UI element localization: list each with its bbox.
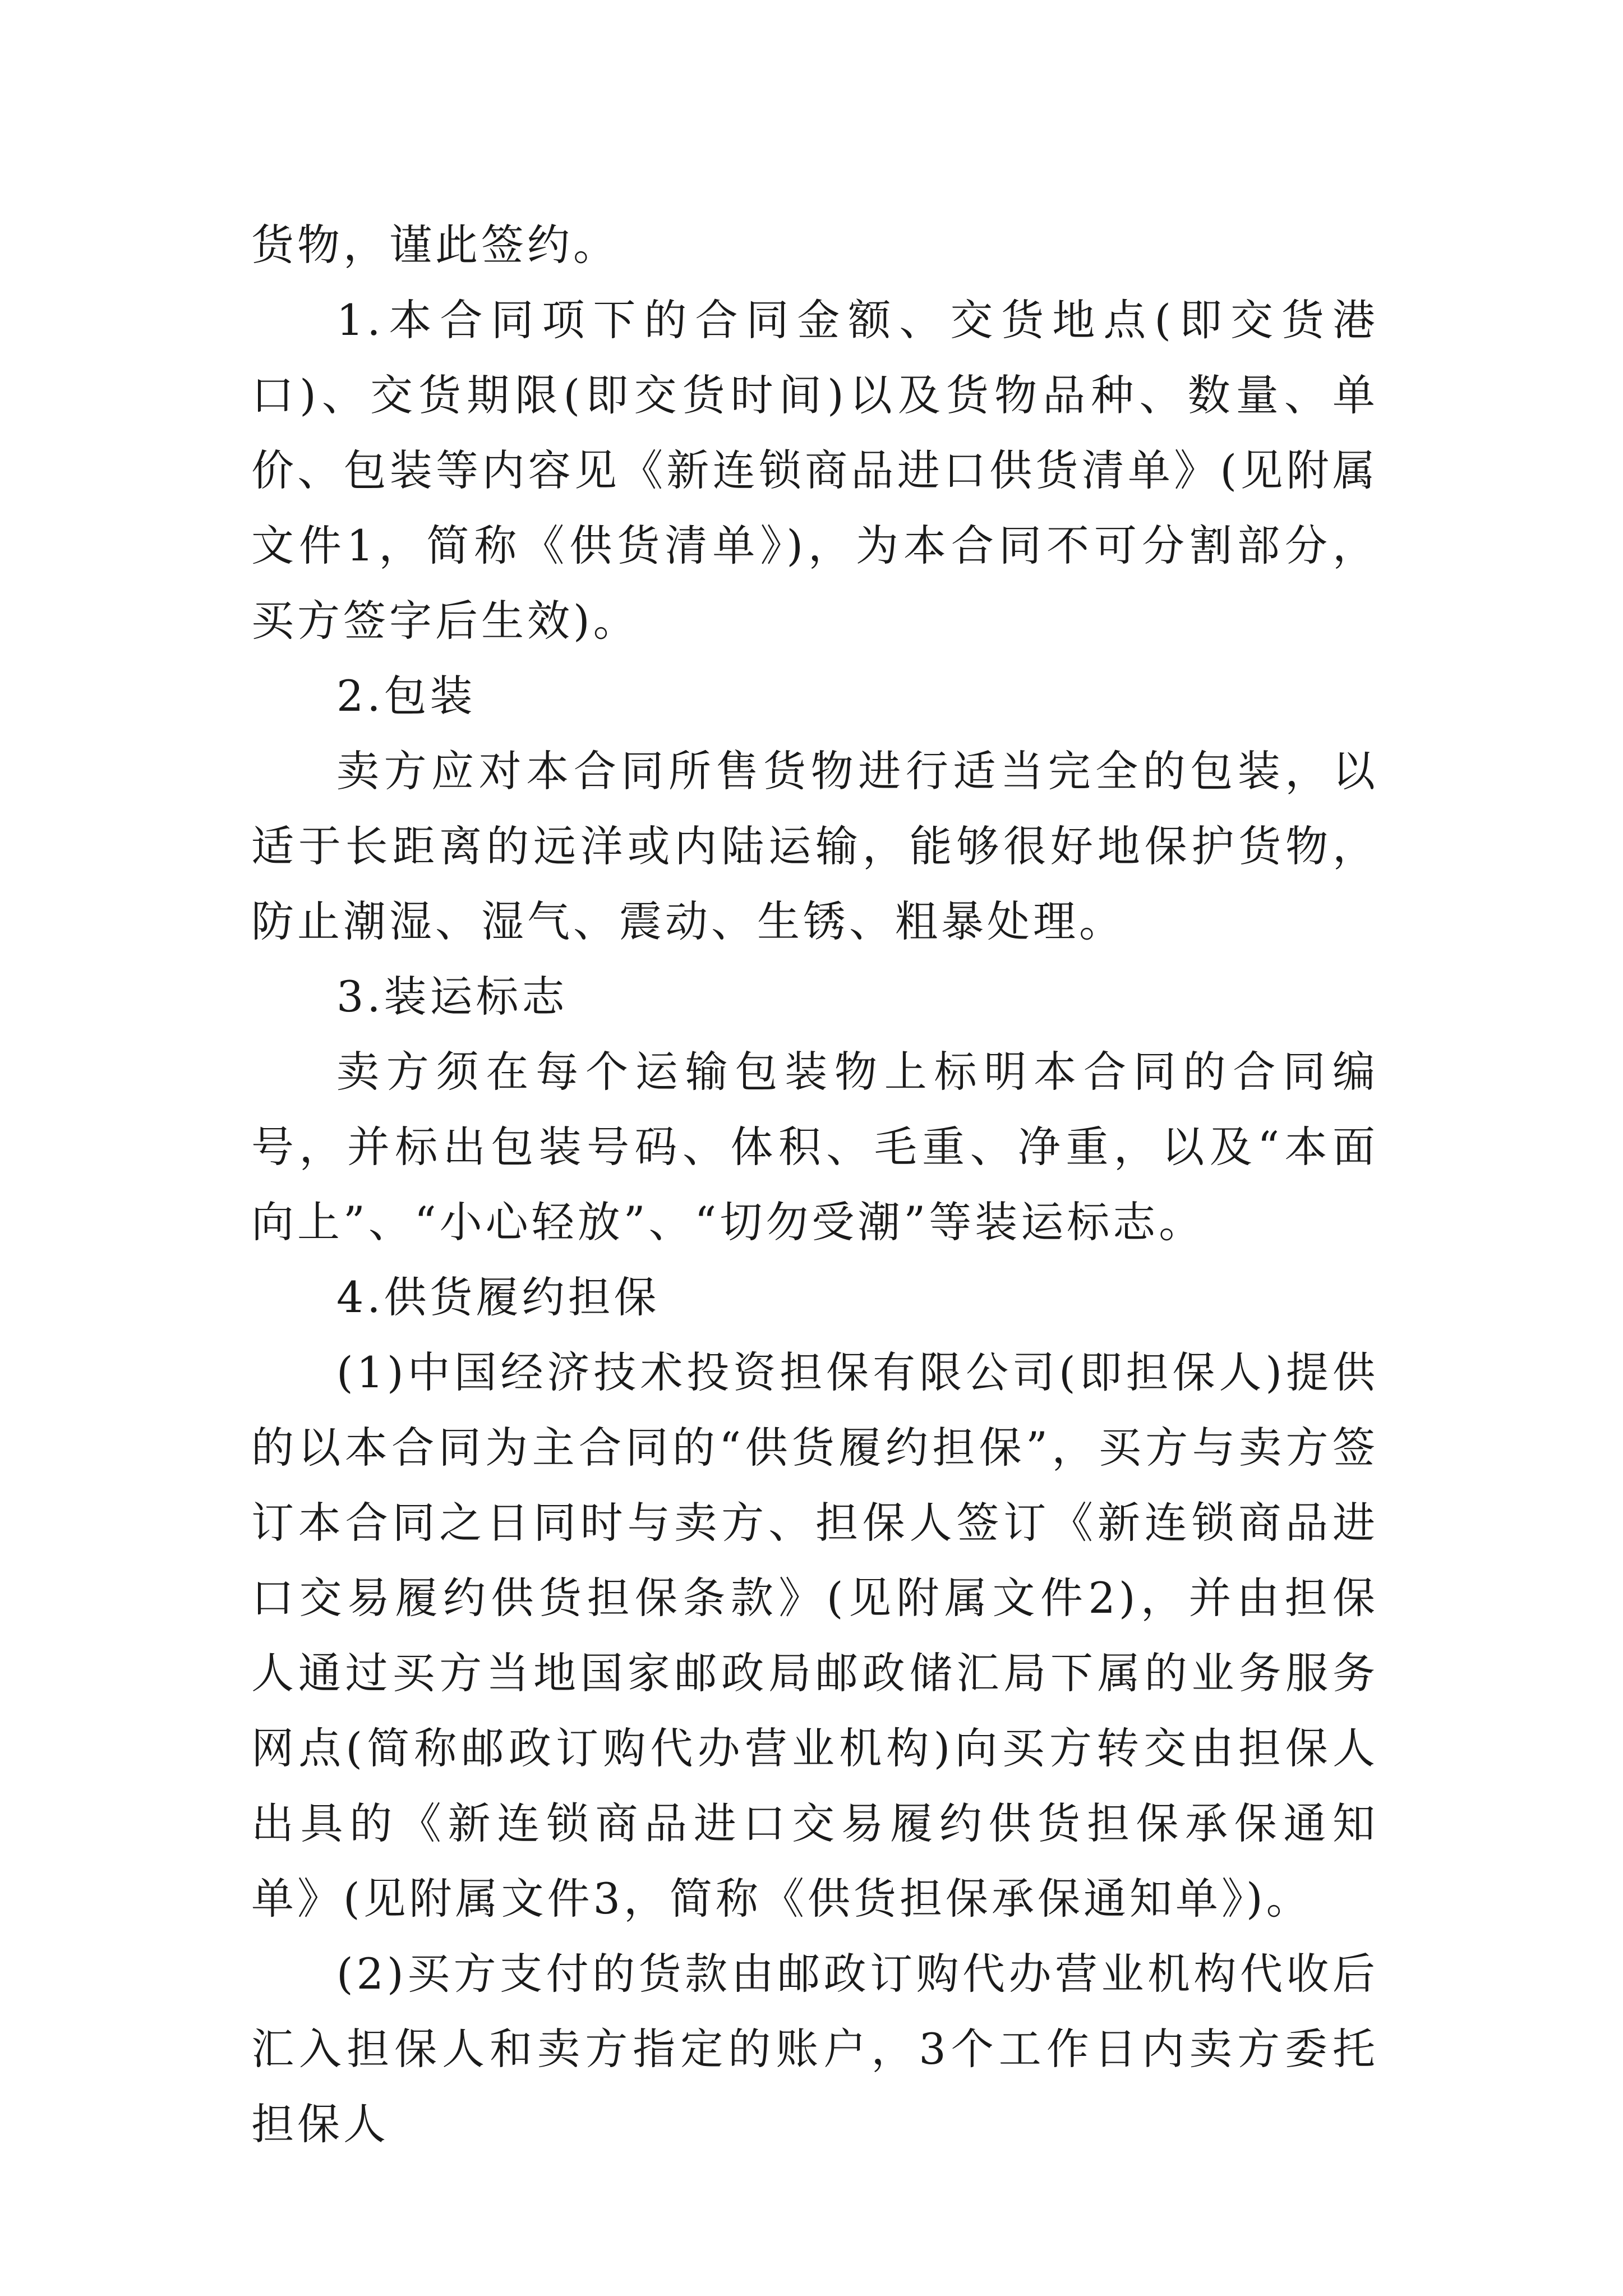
- heading-performance-guarantee: 4.供货履约担保: [336, 1272, 660, 1322]
- document-body: [251, 208, 1378, 2162]
- paragraph-continuation: 货物，谨此签约。: [251, 220, 619, 270]
- paragraph-packaging: 卖方应对本合同所售货物进行适当完全的包装，以适于长距离的远洋或内陆运输，能够很好地保护货物，防止潮湿、湿气、震动、生锈、粗暴处理。: [251, 746, 1378, 946]
- paragraph-clause-1: 1.本合同项下的合同金额、交货地点(即交货港口)、交货期限(即交货时间)以及货物品种、数量、单价、包装等内容见《新连锁商品进口供货清单》(见附属文件1，简称《供货清单》)，为本合同不可分割部分，买方签字后生效)。: [251, 295, 1378, 646]
- heading-shipping-marks: 3.装运标志: [336, 972, 568, 1022]
- paragraph-shipping-marks: 卖方须在每个运输包装物上标明本合同的合同编号，并标出包装号码、体积、毛重、净重，以及“本面向上”、“小心轻放”、“切勿受潮”等装运标志。: [251, 1047, 1378, 1247]
- paragraph-guarantee-2: (2)买方支付的货款由邮政订购代办营业机构代收后汇入担保人和卖方指定的账户，3个工作日内卖方委托担保人: [251, 1949, 1378, 2149]
- paragraph-guarantee-1: (1)中国经济技术投资担保有限公司(即担保人)提供的以本合同为主合同的“供货履约担保”，买方与卖方签订本合同之日同时与卖方、担保人签订《新连锁商品进口交易履约供货担保条款》(见附属文件2)，并由担保人通过买方当地国家邮政局邮政储汇局下属的业务服务网点(简称邮政订购代办营业机构)向买方转交由担保人出具的《新连锁商品进口交易履约供货担保承保通知单》(见附属文件3，简称《供货担保承保通知单》)。: [251, 1347, 1378, 1924]
- heading-packaging: 2.包装: [336, 671, 476, 721]
